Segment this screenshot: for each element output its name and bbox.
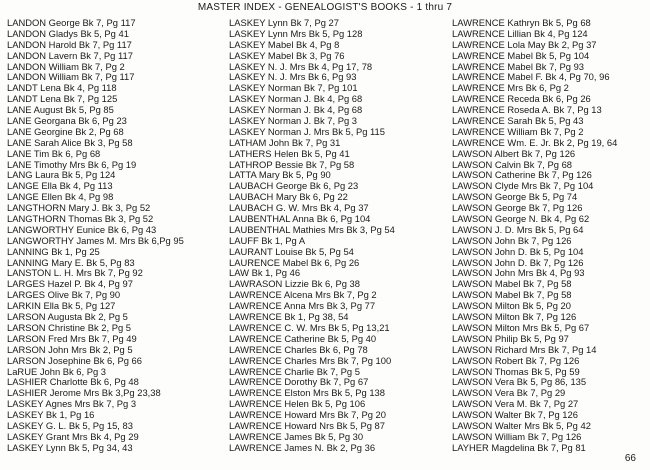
index-entry: LANGTHORN Mary J. Bk 3, Pg 52 — [7, 202, 151, 214]
index-entry: LAUFF Bk 1, Pg A — [229, 234, 306, 246]
index-entry: LANDON Lavern Bk 7, Pg 117 — [7, 49, 133, 61]
index-entry: LAWSON Vera Bk 7, Pg 29 — [452, 387, 566, 399]
index-entry: LANGTHORN Thomas Bk 3, Pg 52 — [7, 213, 154, 225]
index-column-1 — [7, 18, 184, 454]
index-entry: LASKEY G. L. Bk 5, Pg 15, 83 — [7, 419, 133, 431]
index-entry: LASKEY N. J. Mrs Bk 6, Pg 93 — [229, 71, 357, 83]
index-entry: LAWSON Clyde Mrs Bk 7, Pg 104 — [452, 180, 594, 192]
index-entry: LARSON Josephine Bk 6, Pg 66 — [7, 354, 142, 366]
index-entry: LAWSON George Bk 5, Pg 74 — [452, 191, 578, 203]
index-entry: LANDON George Bk 7, Pg 117 — [7, 17, 136, 28]
index-entry: LAWSON Vera M. Bk 7, Pg 27 — [452, 398, 579, 410]
index-entry: LAWRENCE Sarah Bk 5, Pg 43 — [452, 115, 584, 127]
index-entry: LANGWORTHY James M. Mrs Bk 6,Pg 95 — [7, 234, 184, 246]
index-entry: LAWSON Milton Mrs Bk 5, Pg 67 — [452, 321, 590, 333]
index-entry: LAWSON William Bk 7, Pg 126 — [452, 430, 582, 442]
index-entry: LAWRASON Lizzie Bk 6, Pg 38 — [229, 278, 360, 290]
index-entry: LASKEY Norman Bk 7, Pg 101 — [229, 82, 358, 94]
index-entry: LAWSON Thomas Bk 5, Pg 59 — [452, 365, 580, 377]
index-entry: LANGE Ella Bk 4, Pg 113 — [7, 180, 113, 192]
page-number: 66 — [624, 453, 636, 464]
index-entry: LASKEY Agnes Mrs Bk 7, Pg 3 — [7, 398, 137, 410]
index-column-2 — [229, 18, 395, 454]
index-entry: LANE Georgine Bk 2, Pg 68 — [7, 125, 124, 137]
index-entry: LAWSON Calvin Bk 7, Pg 68 — [452, 158, 573, 170]
index-entry: LATHROP Bessie Bk 7, Pg 58 — [229, 158, 355, 170]
index-entry: LAWRENCE C. W. Mrs Bk 5, Pg 13,21 — [229, 321, 390, 333]
index-entry: LAWSON Walter Mrs Bk 5, Pg 42 — [452, 419, 591, 431]
index-entry: LASKEY Norman J. Bk 4, Pg 68 — [229, 104, 363, 116]
index-entry: LAWSON John D. Bk 5, Pg 104 — [452, 245, 584, 257]
index-entry: LAWRENCE Mabel Bk 5, Pg 104 — [452, 49, 590, 61]
index-entry: LASKEY Lynn Mrs Bk 5, Pg 128 — [229, 27, 363, 39]
index-entry: LAWRENCE Charlie Bk 7, Pg 5 — [229, 365, 360, 377]
index-entry: LANE Timothy Mrs Bk 6, Pg 19 — [7, 158, 137, 170]
index-entry: LASKEY Norman J. Mrs Bk 5, Pg 115 — [229, 125, 385, 137]
index-entry: LAWRENCE Lola May Bk 2, Pg 37 — [452, 38, 597, 50]
index-entry: LANE Sarah Alice Bk 3, Pg 58 — [7, 136, 133, 148]
index-entry: LASKEY Norman J. Bk 4, Pg 68 — [229, 93, 363, 105]
index-entry: LAUBACH Mary Bk 6, Pg 22 — [229, 191, 348, 203]
index-entry: LAWRENCE Howard Mrs Bk 7, Pg 20 — [229, 409, 386, 421]
index-entry: LATTA Mary Bk 5, Pg 90 — [229, 169, 331, 181]
index-entry: LASKEY Grant Mrs Bk 4, Pg 29 — [7, 430, 139, 442]
page-title: MASTER INDEX - GENEALOGIST'S BOOKS - 1 thru 7 — [197, 2, 453, 13]
index-entry: LAWRENCE James Bk 5, Pg 30 — [229, 430, 364, 442]
index-entry: LAUBACH G. W. Mrs Bk 4, Pg 37 — [229, 202, 369, 214]
index-entry: LARKIN Ella Bk 5, Pg 127 — [7, 300, 116, 312]
index-entry: LARSON John Mrs Bk 2, Pg 5 — [7, 343, 133, 355]
index-entry: LAWRENCE Bk 1, Pg 38, 54 — [229, 311, 349, 323]
index-entry: LAWSON John Mrs Bk 4, Pg 93 — [452, 267, 585, 279]
index-entry: LAWRENCE Receda Bk 6, Pg 26 — [452, 93, 591, 105]
index-entry: LAWRENCE James N. Bk 2, Pg 36 — [229, 441, 376, 453]
index-entry: LANNING Bk 1, Pg 25 — [7, 245, 100, 257]
index-entry: LAWSON John Bk 7, Pg 126 — [452, 234, 572, 246]
index-entry: LAWSON Mabel Bk 7, Pg 58 — [452, 278, 572, 290]
index-entry: LAWRENCE Charles Mrs Bk 7, Pg 100 — [229, 354, 392, 366]
index-entry: LARSON Christine Bk 2, Pg 5 — [7, 321, 132, 333]
index-entry: LASKEY Lynn Bk 5, Pg 34, 43 — [7, 441, 133, 453]
index-entry: LAWSON John D. Bk 7, Pg 126 — [452, 256, 584, 268]
index-entry: LANDON Gladys Bk 5, Pg 41 — [7, 27, 129, 39]
index-entry: LASHIER Jerome Mrs Bk 3,Pg 23,38 — [7, 387, 161, 399]
index-entry: LASKEY N. J. Mrs Bk 4, Pg 17, 78 — [229, 60, 373, 72]
index-entry: LAUBENTHAL Mathies Mrs Bk 3, Pg 54 — [229, 223, 395, 235]
index-entry: LANDT Lena Bk 4, Pg 118 — [7, 82, 117, 94]
index-entry: LANGWORTHY Eunice Bk 6, Pg 43 — [7, 223, 157, 235]
index-column-3 — [452, 18, 617, 454]
index-entry: LAWRENCE Roseda A. Bk 7, Pg 13 — [452, 104, 602, 116]
index-entry: LAWRENCE Dorothy Bk 7, Pg 67 — [229, 376, 369, 388]
index-entry: LASKEY Bk 1, Pg 16 — [7, 409, 95, 421]
index-entry: LAWSON Robert Bk 7, Pg 126 — [452, 354, 580, 366]
index-entry: LARSON Fred Mrs Bk 7, Pg 49 — [7, 332, 137, 344]
index-entry: LAWSON Vera Bk 5, Pg 86, 135 — [452, 376, 587, 388]
index-entry: LANDON William Bk 7, Pg 2 — [7, 60, 125, 72]
index-entry: LASKEY Lynn Bk 7, Pg 27 — [229, 17, 339, 28]
index-entry: LARGES Olive Bk 7, Pg 90 — [7, 289, 121, 301]
index-entry: LAWRENCE Kathryn Bk 5, Pg 68 — [452, 17, 591, 28]
index-entry: LAWSON Milton Bk 5, Pg 20 — [452, 300, 571, 312]
index-entry: LARSON Augusta Bk 2, Pg 5 — [7, 311, 128, 323]
index-entry: LAWSON George N. Bk 4, Pg 62 — [452, 213, 590, 225]
index-entry: LASKEY Norman J. Bk 7, Pg 3 — [229, 115, 358, 127]
index-entry: LAWRENCE Alcena Mrs Bk 7, Pg 2 — [229, 289, 377, 301]
index-entry: LANE August Bk 5, Pg 85 — [7, 104, 114, 116]
index-entry: LANDON William Bk 7, Pg 117 — [7, 71, 135, 83]
index-entry: LANG Laura Bk 5, Pg 124 — [7, 169, 116, 181]
index-entry: LANGE Ellen Bk 4, Pg 98 — [7, 191, 114, 203]
index-entry: LAWSON Albert Bk 7, Pg 126 — [452, 147, 576, 159]
index-entry: LAWSON Mabel Bk 7, Pg 58 — [452, 289, 572, 301]
index-entry: LAWRENCE Charles Bk 6, Pg 78 — [229, 343, 368, 355]
index-entry: LAWRENCE Lillian Bk 4, Pg 124 — [452, 27, 588, 39]
index-entry: LaRUE John Bk 6, Pg 3 — [7, 365, 107, 377]
index-entry: LAWRENCE Mabel F. Bk 4, Pg 70, 96 — [452, 71, 610, 83]
index-entry: LANNING Mary E. Bk 5, Pg 83 — [7, 256, 135, 268]
index-entry: LAWSON J. D. Mrs Bk 5, Pg 64 — [452, 223, 584, 235]
index-entry: LAWRENCE Mrs Bk 6, Pg 2 — [452, 82, 569, 94]
index-entry: LARGES Hazel P. Bk 4, Pg 97 — [7, 278, 133, 290]
index-entry: LAWRENCE William Bk 7, Pg 2 — [452, 125, 584, 137]
index-entry: LAWRENCE Wm. E. Jr. Bk 2, Pg 19, 64 — [452, 136, 618, 148]
index-entry: LAWSON Philip Bk 5, Pg 97 — [452, 332, 569, 344]
index-entry: LAWSON Milton Bk 7, Pg 126 — [452, 311, 577, 323]
index-entry: LAWSON Catherine Bk 7, Pg 126 — [452, 169, 592, 181]
index-entry: LASKEY Mabel Bk 4, Pg 8 — [229, 38, 340, 50]
index-entry: LAWRENCE Mabel Bk 7, Pg 93 — [452, 60, 584, 72]
index-entry: LAYHER Magdelina Bk 7, Pg 81 — [452, 441, 586, 453]
index-entry: LAWRENCE Helen Bk 5, Pg 106 — [229, 398, 366, 410]
index-entry: LAWRENCE Elston Mrs Bk 5, Pg 138 — [229, 387, 385, 399]
index-entry: LAWSON Richard Mrs Bk 7, Pg 14 — [452, 343, 597, 355]
index-entry: LANE Georgana Bk 6, Pg 23 — [7, 115, 127, 127]
index-entry: LANE Tim Bk 6, Pg 68 — [7, 147, 101, 159]
index-entry: LANDT Lena Bk 7, Pg 125 — [7, 93, 118, 105]
index-entry: LASHIER Charlotte Bk 6, Pg 48 — [7, 376, 139, 388]
index-entry: LAURENCE Mabel Bk 6, Pg 26 — [229, 256, 360, 268]
index-entry: LANDON Harold Bk 7, Pg 117 — [7, 38, 132, 50]
index-entry: LAWSON Walter Bk 7, Pg 126 — [452, 409, 578, 421]
index-entry: LASKEY Mabel Bk 3, Pg 76 — [229, 49, 345, 61]
index-entry: LAUBENTHAL Anna Bk 6, Pg 104 — [229, 213, 371, 225]
index-entry: LAUBACH George Bk 6, Pg 23 — [229, 180, 359, 192]
index-entry: LAW Bk 1, Pg 46 — [229, 267, 301, 279]
index-entry: LAWRENCE Catherine Bk 5, Pg 40 — [229, 332, 377, 344]
index-entry: LATHERS Helen Bk 5, Pg 41 — [229, 147, 350, 159]
index-entry: LANSTON L. H. Mrs Bk 7, Pg 92 — [7, 267, 143, 279]
index-entry: LAWRENCE Anna Mrs Bk 3, Pg 77 — [229, 300, 376, 312]
index-entry: LATHAM John Bk 7, Pg 31 — [229, 136, 341, 148]
index-entry: LAWSON George Bk 7, Pg 126 — [452, 202, 583, 214]
index-entry: LAURANT Louise Bk 5, Pg 54 — [229, 245, 354, 257]
index-entry: LAWRENCE Howard Nrs Bk 5, Pg 87 — [229, 419, 385, 431]
